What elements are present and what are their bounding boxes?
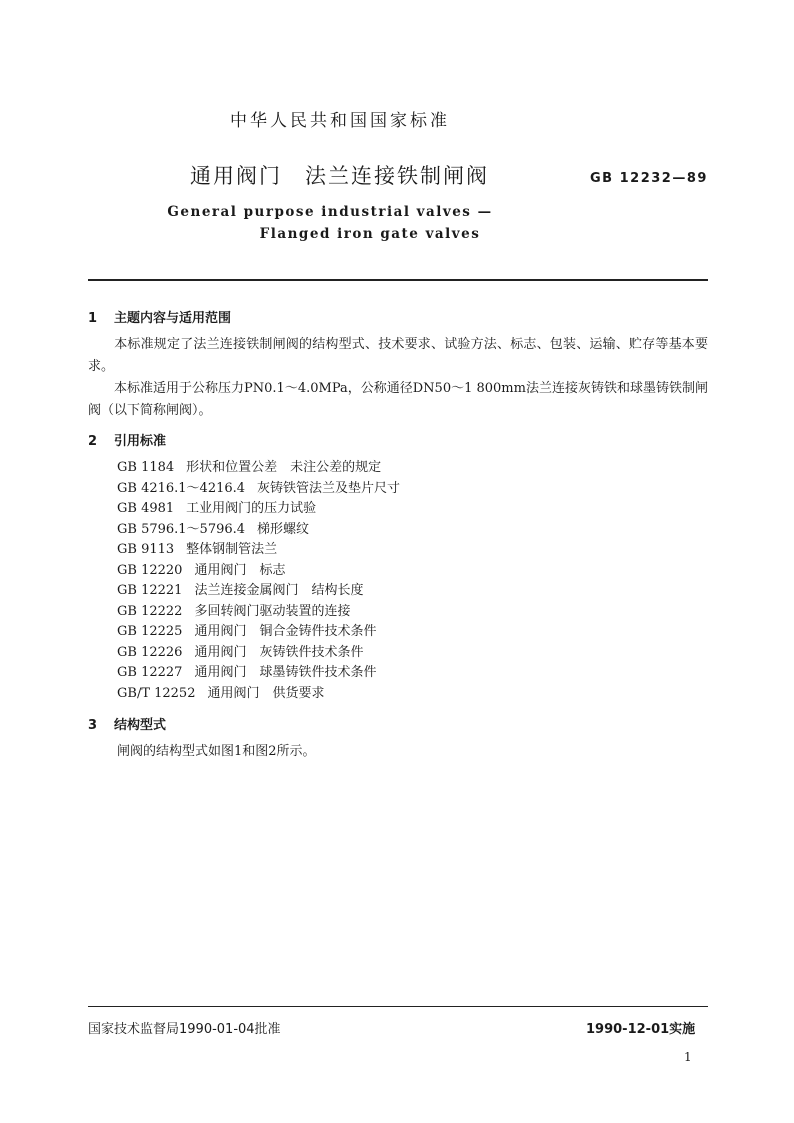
section-number: 3 <box>88 718 98 733</box>
reference-code: GB 12227 <box>117 665 183 680</box>
national-standard-heading: 中华人民共和国国家标准 <box>230 111 450 131</box>
reference-title: 通用阀门 灰铸铁件技术条件 <box>194 644 364 660</box>
section-3-paragraph-1: 闸阀的结构型式如图1和图2所示。 <box>117 744 316 759</box>
reference-title: 梯形螺纹 <box>257 521 310 537</box>
reference-code: GB 9113 <box>117 542 175 557</box>
reference-code: GB 12226 <box>117 644 183 660</box>
page-number: 1 <box>684 1050 692 1064</box>
reference-title: 多回转阀门驱动装置的连接 <box>194 603 351 619</box>
section-title: 引用标准 <box>114 434 167 449</box>
reference-title: 形状和位置公差 未注公差的规定 <box>186 460 382 475</box>
reference-list <box>117 458 400 704</box>
reference-code: GB 1184 <box>117 460 175 475</box>
reference-item <box>117 458 400 479</box>
reference-item <box>117 684 400 705</box>
reference-item <box>117 561 400 582</box>
section-3-heading <box>88 714 166 733</box>
paragraph-text: 本标准规定了法兰连接铁制闸阀的结构型式、技术要求、试验方法、标志、包装、运输、贮存等基本要求。 <box>88 337 708 374</box>
reference-item <box>117 499 400 520</box>
section-title: 结构型式 <box>114 718 167 733</box>
reference-item <box>117 479 400 500</box>
section-2-heading <box>88 430 166 449</box>
document-title-en-line1: General purpose industrial valves — <box>167 204 493 220</box>
reference-code: GB 5796.1～5796.4 <box>117 521 246 537</box>
reference-title: 通用阀门 球墨铸铁件技术条件 <box>194 665 377 680</box>
approval-date: 国家技术监督局1990-01-04批准 <box>88 1022 281 1037</box>
reference-item <box>117 663 400 684</box>
reference-title: 法兰连接金属阀门 结构长度 <box>194 583 364 598</box>
reference-title: 通用阀门 铜合金铸件技术条件 <box>194 624 377 639</box>
section-number: 1 <box>88 311 98 326</box>
reference-item <box>117 581 400 602</box>
reference-code: GB 4216.1～4216.4 <box>117 480 246 496</box>
reference-code: GB 12222 <box>117 603 183 619</box>
reference-code: GB 4981 <box>117 501 175 516</box>
document-title-en-line2: Flanged iron gate valves <box>259 226 481 242</box>
reference-title: 灰铸铁管法兰及垫片尺寸 <box>257 480 401 496</box>
effective-date: 1990-12-01实施 <box>586 1022 696 1037</box>
footer-divider <box>88 1006 708 1007</box>
section-1-paragraph-2 <box>88 378 708 422</box>
reference-item <box>117 602 400 623</box>
reference-code: GB 12220 <box>117 562 183 578</box>
document-title-cn: 通用阀门 法兰连接铁制闸阀 <box>190 164 489 188</box>
reference-title: 工业用阀门的压力试验 <box>186 501 317 516</box>
reference-title: 整体钢制管法兰 <box>186 542 278 557</box>
reference-item <box>117 540 400 561</box>
reference-item <box>117 643 400 664</box>
section-number: 2 <box>88 434 98 449</box>
paragraph-text: 本标准适用于公称压力PN0.1～4.0MPa，公称通径DN50～1 800mm法兰连接灰铸铁和球墨铸铁制闸阀（以下简称闸阀）。 <box>88 381 708 418</box>
section-title: 主题内容与适用范围 <box>114 311 232 326</box>
header-divider <box>88 279 708 281</box>
reference-item <box>117 520 400 541</box>
standard-code: GB 12232—89 <box>590 171 708 186</box>
reference-title: 通用阀门 标志 <box>194 562 286 578</box>
section-1-heading <box>88 307 231 326</box>
reference-item <box>117 622 400 643</box>
reference-title: 通用阀门 供货要求 <box>207 685 325 701</box>
section-1-paragraph-1 <box>88 334 708 378</box>
reference-code: GB/T 12252 <box>117 685 196 701</box>
reference-code: GB 12225 <box>117 624 183 639</box>
reference-code: GB 12221 <box>117 583 183 598</box>
